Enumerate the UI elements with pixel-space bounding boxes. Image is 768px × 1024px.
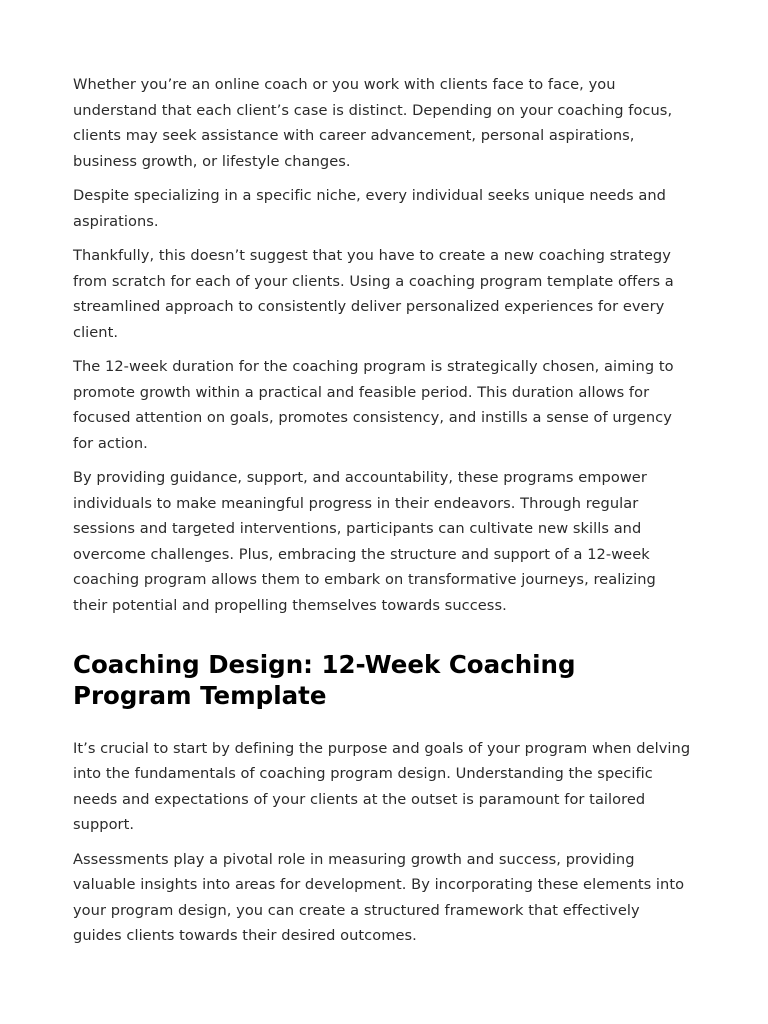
- paragraph-benefits: By providing guidance, support, and accountability, these programs empower individuals to make meaningful progress in their endeavors. Through regular sessions and targeted interventions, participants can cultivate new skills and overcome challenges. Plus, embracing the structure and support of a 12-week coaching program allows them to embark on transformative journeys, realizing their potential and propelling themselves towards success.: [73, 469, 656, 615]
- paragraph-intro: Whether you’re an online coach or you work with clients face to face, you understand that each client’s case is distinct. Depending on your coaching focus, clients may seek assistance with career advancement, personal aspirations, business growth, or lifestyle changes.: [73, 76, 673, 170]
- paragraph-template: Thankfully, this doesn’t suggest that you have to create a new coaching strategy from scratch for each of your clients. Using a coaching program template offers a streamlined approach to consistently deliver personalized experiences for every client.: [73, 246, 674, 341]
- paragraph-purpose: It’s crucial to start by defining the purpose and goals of your program when delving into the fundamentals of coaching program design. Understanding the specific needs and expectations of your clients at the outset is paramount for tailored support.: [73, 739, 691, 834]
- section-heading: Coaching Design: 12-Week Coaching Program Template: [73, 649, 576, 710]
- article-body: [73, 72, 693, 958]
- paragraph-assessments: Assessments play a pivotal role in measuring growth and success, providing valuable insights into areas for development. By incorporating these elements into your program design, you can create a structured framework that effectively guides clients towards their desired outcomes.: [73, 850, 685, 945]
- paragraph-niche: Despite specializing in a specific niche, every individual seeks unique needs and aspirations.: [73, 187, 666, 230]
- paragraph-duration: The 12-week duration for the coaching program is strategically chosen, aiming to promote growth within a practical and feasible period. This duration allows for focused attention on goals, promotes consistency, and instills a sense of urgency for action.: [73, 358, 674, 452]
